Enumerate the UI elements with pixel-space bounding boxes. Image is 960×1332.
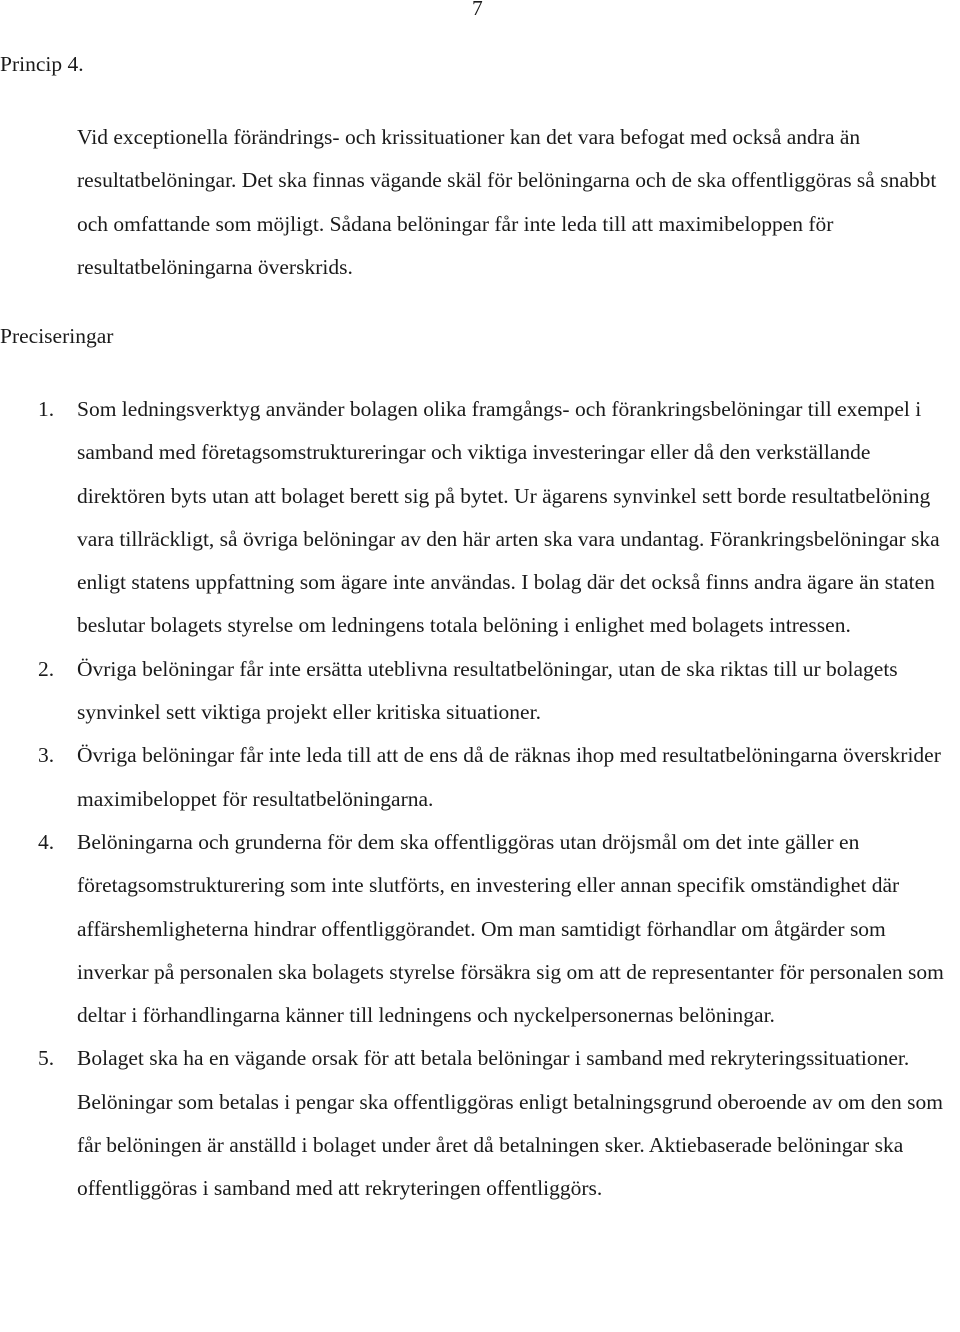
list-item-text: Som ledningsverktyg använder bolagen olika framgångs- och förankringsbelöningar till exempel i samband med företagsomstruktureringar och viktiga investeringar eller då den verkställande direktören byts utan att bolaget berett sig på bytet. Ur ägarens synvinkel sett borde resultatbelöning vara tillräckligt, så övriga belöningar av den här arten ska vara undantag. Förankringsbelöningar ska enligt statens uppfattning som ägare inte användas. I bolag där det också finns andra ägare än staten beslutar bolagets styrelse om ledningens totala belöning i enlighet med bolagets intressen. <box>77 397 940 638</box>
list-item <box>0 821 958 1037</box>
list-item-number: 3. <box>38 743 55 768</box>
list-item-number: 2. <box>38 656 55 681</box>
principle-heading: Princip 4. <box>0 52 84 76</box>
list-item-text: Övriga belöningar får inte leda till att de ens då de räknas ihop med resultatbelöningarna överskrider maximibeloppet för resultatbelöningarna. <box>77 743 941 811</box>
list-item-text: Belöningarna och grunderna för dem ska offentliggöras utan dröjsmål om det inte gäller en företagsomstrukturering som inte slutförts, en investering eller annan specifik omständighet där affärshemligheterna hindrar offentliggörandet. Om man samtidigt förhandlar om åtgärder som inverkar på personalen ska bolagets styrelse försäkra sig om att de representanter för personalen som deltar i förhandlingarna känner till ledningens och nyckelpersonernas belöningar. <box>77 829 944 1028</box>
list-item-number: 1. <box>38 397 55 421</box>
list-item <box>0 1037 958 1210</box>
list-item <box>0 648 958 735</box>
list-item <box>0 388 958 648</box>
preciseringar-heading: Preciseringar <box>0 324 114 348</box>
principle-text: Vid exceptionella förändrings- och krissituationer kan det vara befogat med också andra än resultatbelöningar. Det ska finnas vägande skäl för belöningarna och de ska offentliggöras så snabbt och omfattande som möjligt. Sådana belöningar får inte leda till att maximibeloppen för resultatbelöningarna överskrids. <box>77 125 937 280</box>
page-number: 7 <box>472 0 483 20</box>
list-item <box>0 734 958 821</box>
list-item-number: 4. <box>38 829 55 854</box>
list-item-number: 5. <box>38 1046 55 1071</box>
preciseringar-list <box>0 388 958 1211</box>
list-item-text: Övriga belöningar får inte ersätta uteblivna resultatbelöningar, utan de ska riktas till ur bolagets synvinkel sett viktiga projekt eller kritiska situationer. <box>77 656 898 725</box>
list-item-text: Bolaget ska ha en vägande orsak för att betala belöningar i samband med rekryteringssituationer. Belöningar som betalas i pengar ska offentliggöras enligt betalningsgrund oberoende av om den som får belöningen är anställd i bolaget under året då betalningen sker. Aktiebaserade belöningar ska offentliggöras i samband med att rekryteringen offentliggörs. <box>77 1046 943 1201</box>
